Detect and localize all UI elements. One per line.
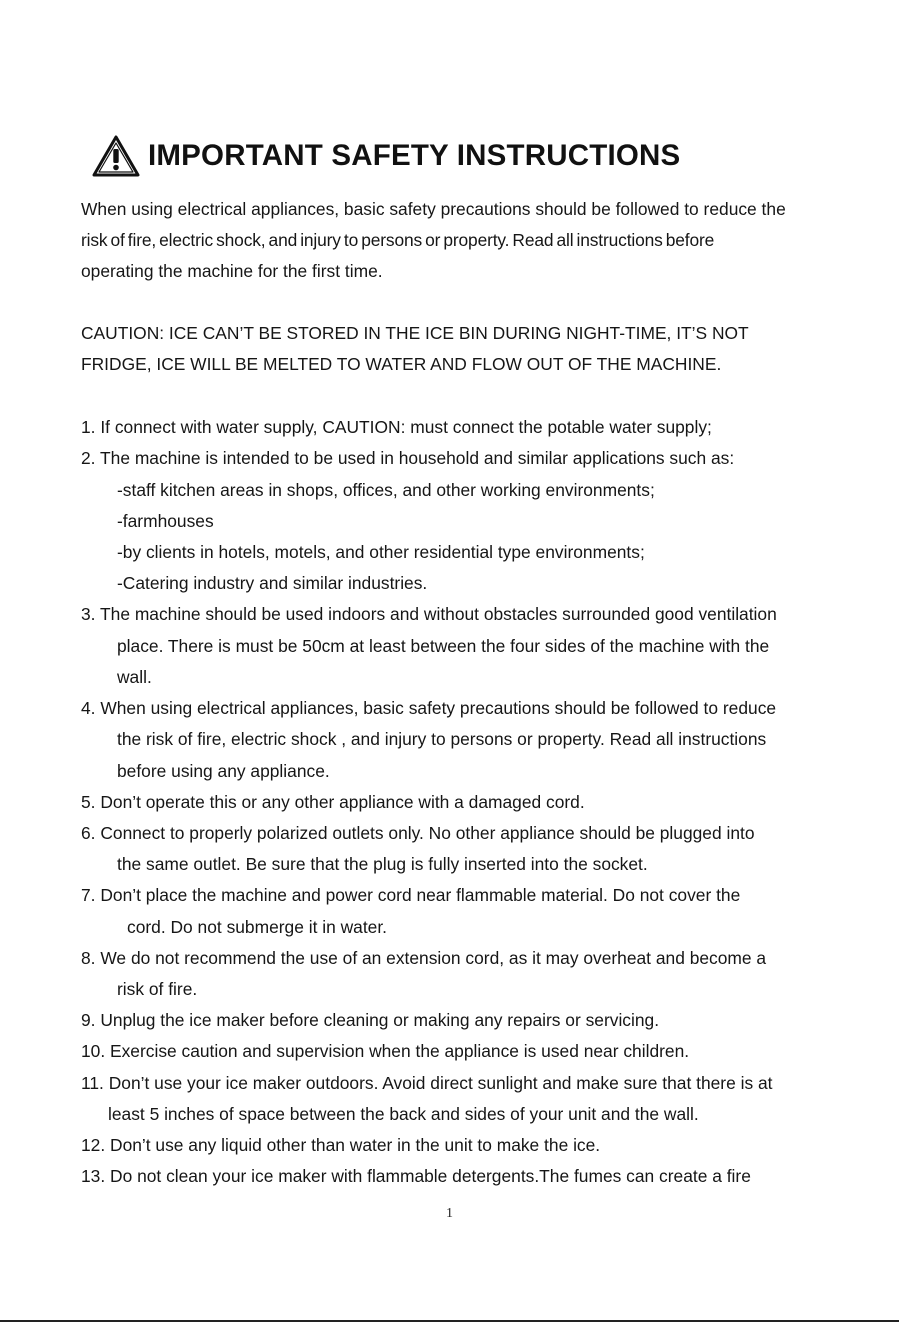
list-item: 12. Don’t use any liquid other than water in the unit to make the ice.	[81, 1135, 601, 1155]
list-item: 4. When using electrical appliances, basic safety precautions should be followed to reduce	[81, 698, 777, 718]
list-item: 13. Do not clean your ice maker with flammable detergents.The fumes can create a fire	[81, 1166, 751, 1186]
list-item: 5. Don’t operate this or any other appliance with a damaged cord.	[81, 792, 585, 812]
list-item: 9. Unplug the ice maker before cleaning or making any repairs or servicing.	[81, 1010, 660, 1030]
warning-triangle-icon	[92, 135, 140, 177]
list-item: 1. If connect with water supply, CAUTION: must connect the potable water supply;	[81, 417, 712, 437]
list-item: 8. We do not recommend the use of an extension cord, as it may overheat and become a	[81, 948, 767, 968]
list-item: -farmhouses	[117, 511, 214, 531]
list-item: risk of fire.	[117, 979, 198, 999]
list-item: -by clients in hotels, motels, and other residential type environments;	[117, 542, 645, 562]
caution-line: FRIDGE, ICE WILL BE MELTED TO WATER AND FLOW OUT OF THE MACHINE.	[81, 354, 722, 374]
list-item: place. There is must be 50cm at least between the four sides of the machine with the	[117, 636, 770, 656]
page-heading	[92, 134, 680, 178]
page-number: 1	[446, 1206, 453, 1221]
list-item: the risk of fire, electric shock , and injury to persons or property. Read all instructions	[117, 729, 767, 749]
intro-line: When using electrical appliances, basic safety precautions should be followed to reduce the	[81, 199, 786, 219]
list-item: 3. The machine should be used indoors and without obstacles surrounded good ventilation	[81, 604, 777, 624]
list-item: cord. Do not submerge it in water.	[127, 917, 388, 937]
list-item: least 5 inches of space between the back and sides of your unit and the wall.	[108, 1104, 699, 1124]
list-item: the same outlet. Be sure that the plug is fully inserted into the socket.	[117, 854, 648, 874]
intro-line: risk of fire, electric shock, and injury to persons or property. Read all instructions before	[81, 230, 715, 250]
bottom-divider	[0, 1320, 899, 1322]
page-title: IMPORTANT SAFETY INSTRUCTIONS	[148, 139, 681, 172]
list-item: -staff kitchen areas in shops, offices, and other working environments;	[117, 480, 655, 500]
list-item: 11. Don’t use your ice maker outdoors. Avoid direct sunlight and make sure that there is at	[81, 1073, 773, 1093]
list-item: wall.	[117, 667, 152, 687]
list-item: 7. Don’t place the machine and power cord near flammable material. Do not cover the	[81, 885, 741, 905]
list-item: before using any appliance.	[117, 761, 330, 781]
list-item: 6. Connect to properly polarized outlets only. No other appliance should be plugged into	[81, 823, 755, 843]
list-item: 2. The machine is intended to be used in household and similar applications such as:	[81, 448, 735, 468]
caution-line: CAUTION: ICE CAN’T BE STORED IN THE ICE BIN DURING NIGHT-TIME, IT’S NOT	[81, 323, 749, 343]
intro-line: operating the machine for the first time.	[81, 261, 383, 281]
list-item: -Catering industry and similar industries.	[117, 573, 428, 593]
list-item: 10. Exercise caution and supervision when the appliance is used near children.	[81, 1041, 690, 1061]
